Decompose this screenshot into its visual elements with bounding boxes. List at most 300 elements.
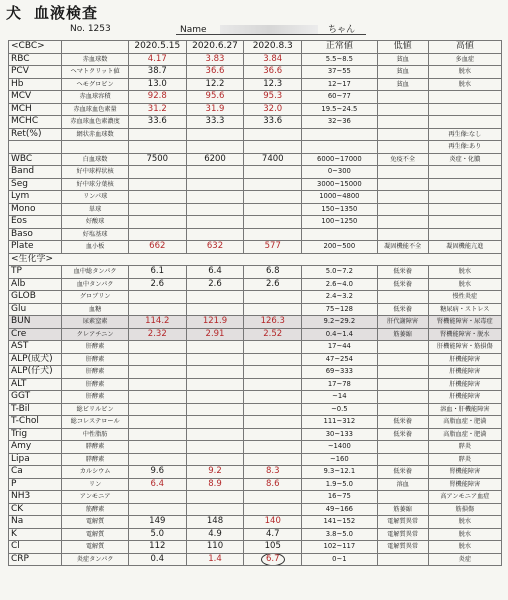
value-date-3 (244, 503, 302, 516)
high-meaning: 炎症 (428, 553, 501, 566)
value-date-2: 6200 (186, 153, 244, 166)
section-cbc: <CBC> (9, 41, 62, 54)
test-code: PCV (9, 66, 62, 79)
test-code: Na (9, 516, 62, 529)
value-date-2: 4.9 (186, 528, 244, 541)
value-date-2: 9.2 (186, 466, 244, 479)
value-date-2: 8.9 (186, 478, 244, 491)
value-date-1: 0.4 (128, 553, 186, 566)
value-date-1 (128, 503, 186, 516)
value-date-3: 2.52 (244, 328, 302, 341)
test-name-jp: 膵酵素 (62, 453, 129, 466)
normal-range: 2.4~3.2 (302, 291, 378, 304)
high-meaning: 腎機能障害・脱水 (428, 328, 501, 341)
low-meaning (377, 128, 428, 141)
low-meaning (377, 141, 428, 154)
test-code: Hb (9, 78, 62, 91)
low-meaning: 貧血 (377, 53, 428, 66)
low-meaning (377, 353, 428, 366)
value-date-3: 6.8 (244, 266, 302, 279)
test-name-jp: 炎症タンパク (62, 553, 129, 566)
value-date-3 (244, 341, 302, 354)
value-date-1 (128, 191, 186, 204)
value-date-1: 5.0 (128, 528, 186, 541)
low-meaning (377, 166, 428, 179)
value-date-3: 3.84 (244, 53, 302, 66)
high-meaning: 筋損傷 (428, 503, 501, 516)
table-row (9, 116, 502, 129)
test-name-jp: 総コレステロール (62, 416, 129, 429)
test-name-jp: 総ビリルビン (62, 403, 129, 416)
value-date-2 (186, 203, 244, 216)
normal-range (302, 128, 378, 141)
value-date-3: 36.6 (244, 66, 302, 79)
table-row (9, 478, 502, 491)
value-date-2 (186, 191, 244, 204)
normal-range: 37~55 (302, 66, 378, 79)
value-date-1 (128, 228, 186, 241)
table-row (9, 291, 502, 304)
no-value: 1253 (87, 24, 111, 34)
normal-range (302, 228, 378, 241)
test-code: Ca (9, 466, 62, 479)
value-date-3: 32.0 (244, 103, 302, 116)
test-code: Cl (9, 541, 62, 554)
high-meaning: 再生像:あり (428, 141, 501, 154)
value-date-1 (128, 303, 186, 316)
value-date-2 (186, 303, 244, 316)
low-meaning: 凝固機能不全 (377, 241, 428, 254)
value-date-3 (244, 453, 302, 466)
test-code: Glu (9, 303, 62, 316)
value-date-2: 2.91 (186, 328, 244, 341)
high-meaning (428, 116, 501, 129)
value-date-2 (186, 378, 244, 391)
table-row (9, 53, 502, 66)
value-date-1: 662 (128, 241, 186, 254)
low-meaning (377, 291, 428, 304)
value-date-3 (244, 178, 302, 191)
section-biochem: <生化学> (9, 253, 502, 266)
value-date-1: 114.2 (128, 316, 186, 329)
value-date-1: 4.17 (128, 53, 186, 66)
species-label: 犬 (6, 4, 23, 22)
normal-range: 75~128 (302, 303, 378, 316)
test-name-jp: 好塩基球 (62, 228, 129, 241)
table-row (9, 378, 502, 391)
test-name-jp: 電解質 (62, 528, 129, 541)
high-meaning: 炎症・化膿 (428, 153, 501, 166)
table-row (9, 128, 502, 141)
value-date-3: 140 (244, 516, 302, 529)
value-date-3 (244, 203, 302, 216)
test-code: RBC (9, 53, 62, 66)
test-name-jp: 血糖 (62, 303, 129, 316)
high-meaning: 慢性炎症 (428, 291, 501, 304)
value-date-3: 2.6 (244, 278, 302, 291)
value-date-2 (186, 441, 244, 454)
test-code: Cre (9, 328, 62, 341)
low-meaning (377, 178, 428, 191)
test-code: T-Bil (9, 403, 62, 416)
value-date-1 (128, 416, 186, 429)
value-date-1: 149 (128, 516, 186, 529)
high-meaning: 肝機能障害・筋損傷 (428, 341, 501, 354)
value-date-3 (244, 403, 302, 416)
normal-range (302, 141, 378, 154)
value-date-2 (186, 166, 244, 179)
date-col-2: 2020.6.27 (186, 41, 244, 54)
value-date-2: 2.6 (186, 278, 244, 291)
value-date-3: 7400 (244, 153, 302, 166)
test-code: Alb (9, 278, 62, 291)
test-code: Mono (9, 203, 62, 216)
low-meaning: 貧血 (377, 66, 428, 79)
test-name-jp: 筋酵素 (62, 503, 129, 516)
value-date-1 (128, 203, 186, 216)
normal-range: 1.9~5.0 (302, 478, 378, 491)
value-date-2 (186, 391, 244, 404)
low-meaning: 低栄養 (377, 303, 428, 316)
value-date-3 (244, 491, 302, 504)
value-date-3: 4.7 (244, 528, 302, 541)
test-code: TP (9, 266, 62, 279)
test-code: WBC (9, 153, 62, 166)
low-meaning: 電解質異常 (377, 541, 428, 554)
test-name-jp (62, 141, 129, 154)
high-meaning: 腎機能障害 (428, 466, 501, 479)
table-row (9, 528, 502, 541)
value-date-2 (186, 128, 244, 141)
table-row (9, 228, 502, 241)
test-code: AST (9, 341, 62, 354)
value-date-3 (244, 416, 302, 429)
table-row (9, 466, 502, 479)
high-meaning: 高脂血症・肥満 (428, 416, 501, 429)
value-date-1: 6.1 (128, 266, 186, 279)
test-name-jp: 血小板 (62, 241, 129, 254)
low-meaning: 低栄養 (377, 266, 428, 279)
value-date-1 (128, 141, 186, 154)
table-row (9, 266, 502, 279)
table-row (9, 516, 502, 529)
test-name-jp: 網状赤血球数 (62, 128, 129, 141)
low-meaning: 低栄養 (377, 416, 428, 429)
test-name-jp: 肝酵素 (62, 378, 129, 391)
normal-range: 5.0~7.2 (302, 266, 378, 279)
table-row (9, 316, 502, 329)
low-meaning: 電解質異常 (377, 528, 428, 541)
value-date-2 (186, 141, 244, 154)
table-row (9, 178, 502, 191)
normal-range: ~0.5 (302, 403, 378, 416)
high-meaning: 腎機能障害 (428, 478, 501, 491)
test-name-jp: 白血球数 (62, 153, 129, 166)
value-date-3: 12.3 (244, 78, 302, 91)
test-name-jp: 電解質 (62, 541, 129, 554)
value-date-1 (128, 366, 186, 379)
value-date-1 (128, 178, 186, 191)
test-code: Ret(%) (9, 128, 62, 141)
normal-range: 0.4~1.4 (302, 328, 378, 341)
table-row (9, 503, 502, 516)
test-name-jp: クレアチニン (62, 328, 129, 341)
high-meaning: 再生像:なし (428, 128, 501, 141)
value-date-3 (244, 128, 302, 141)
table-row (9, 241, 502, 254)
value-date-2 (186, 491, 244, 504)
value-date-1: 7500 (128, 153, 186, 166)
value-date-2 (186, 453, 244, 466)
low-meaning: 電解質異常 (377, 516, 428, 529)
low-meaning: 肝代謝障害 (377, 316, 428, 329)
high-meaning: 脱水 (428, 78, 501, 91)
value-date-3 (244, 378, 302, 391)
test-code: Amy (9, 441, 62, 454)
high-meaning: 糖尿病・ストレス (428, 303, 501, 316)
value-date-3 (244, 428, 302, 441)
low-meaning (377, 441, 428, 454)
normal-range: 6000~17000 (302, 153, 378, 166)
table-row (9, 278, 502, 291)
low-meaning (377, 91, 428, 104)
test-name-jp: 好酸球 (62, 216, 129, 229)
value-date-1 (128, 128, 186, 141)
test-code: CRP (9, 553, 62, 566)
value-date-2 (186, 216, 244, 229)
value-date-3 (244, 191, 302, 204)
value-date-1: 9.6 (128, 466, 186, 479)
normal-range: 1000~4800 (302, 191, 378, 204)
test-name-jp: 血中タンパク (62, 278, 129, 291)
high-col: 高値 (428, 41, 501, 54)
low-meaning: 低栄養 (377, 278, 428, 291)
value-date-2: 632 (186, 241, 244, 254)
value-date-1: 6.4 (128, 478, 186, 491)
test-name-jp: 赤血球容積 (62, 91, 129, 104)
table-row (9, 366, 502, 379)
low-meaning (377, 103, 428, 116)
table-row (9, 103, 502, 116)
value-date-1 (128, 441, 186, 454)
value-date-3 (244, 353, 302, 366)
high-meaning (428, 91, 501, 104)
record-number (70, 24, 111, 34)
test-code: P (9, 478, 62, 491)
test-name-label: 血液検査 (34, 4, 99, 22)
high-meaning: 高脂血症・肥満 (428, 428, 501, 441)
test-name-jp: カルシウム (62, 466, 129, 479)
low-meaning: 免疫不全 (377, 153, 428, 166)
name-suffix: ちゃん (328, 25, 356, 35)
value-date-1 (128, 353, 186, 366)
table-row (9, 416, 502, 429)
normal-range: 9.2~29.2 (302, 316, 378, 329)
name-label: Name (180, 25, 207, 35)
test-name-jp: 膵酵素 (62, 441, 129, 454)
normal-range: 17~78 (302, 378, 378, 391)
value-date-2: 1.4 (186, 553, 244, 566)
low-meaning (377, 378, 428, 391)
low-meaning: 筋萎縮 (377, 503, 428, 516)
value-date-1: 112 (128, 541, 186, 554)
normal-range: 69~333 (302, 366, 378, 379)
table-row (9, 541, 502, 554)
table-row (9, 303, 502, 316)
low-meaning: 筋萎縮 (377, 328, 428, 341)
low-meaning: 溶血 (377, 478, 428, 491)
table-row (9, 341, 502, 354)
test-code: ALP(仔犬) (9, 366, 62, 379)
high-meaning: 膵炎 (428, 453, 501, 466)
test-name-jp: ヘモグロビン (62, 78, 129, 91)
test-code: T-Chol (9, 416, 62, 429)
low-meaning (377, 453, 428, 466)
value-date-3: 8.6 (244, 478, 302, 491)
value-date-3: 126.3 (244, 316, 302, 329)
value-date-2 (186, 366, 244, 379)
test-name-jp: 肝酵素 (62, 353, 129, 366)
normal-range: 0~1 (302, 553, 378, 566)
normal-range: 17~44 (302, 341, 378, 354)
value-date-2: 12.2 (186, 78, 244, 91)
table-row (9, 78, 502, 91)
value-date-3 (244, 441, 302, 454)
low-meaning: 貧血 (377, 78, 428, 91)
test-code: Baso (9, 228, 62, 241)
value-date-2: 31.9 (186, 103, 244, 116)
normal-range: 2.6~4.0 (302, 278, 378, 291)
high-meaning: 肝機能障害 (428, 366, 501, 379)
high-meaning: 脱水 (428, 266, 501, 279)
test-code: Trig (9, 428, 62, 441)
test-name-jp: グロブリン (62, 291, 129, 304)
test-code: GGT (9, 391, 62, 404)
value-date-2: 95.6 (186, 91, 244, 104)
normal-range: ~1400 (302, 441, 378, 454)
low-meaning: 低栄養 (377, 466, 428, 479)
normal-range: 30~133 (302, 428, 378, 441)
value-date-1: 92.8 (128, 91, 186, 104)
low-meaning (377, 203, 428, 216)
value-date-3: 577 (244, 241, 302, 254)
normal-range: 102~117 (302, 541, 378, 554)
test-code: Lym (9, 191, 62, 204)
test-name-jp: 赤血球血色素濃度 (62, 116, 129, 129)
table-row (9, 403, 502, 416)
table-row (9, 441, 502, 454)
value-date-2: 121.9 (186, 316, 244, 329)
value-date-3 (244, 366, 302, 379)
header-row (9, 41, 502, 54)
high-meaning (428, 103, 501, 116)
table-row (9, 91, 502, 104)
high-meaning: 脱水 (428, 541, 501, 554)
value-date-2 (186, 178, 244, 191)
results-table (8, 40, 502, 566)
normal-range: ~160 (302, 453, 378, 466)
value-date-2 (186, 416, 244, 429)
value-date-1: 31.2 (128, 103, 186, 116)
test-code: Seg (9, 178, 62, 191)
high-meaning: 脱水 (428, 66, 501, 79)
normal-range: 16~75 (302, 491, 378, 504)
table-row (9, 491, 502, 504)
normal-range: 12~17 (302, 78, 378, 91)
table-row (9, 391, 502, 404)
section-row (9, 253, 502, 266)
test-name-jp: 電解質 (62, 516, 129, 529)
test-name-jp: 赤血球数 (62, 53, 129, 66)
test-name-jp: 肝酵素 (62, 341, 129, 354)
high-meaning: 肝機能障害 (428, 391, 501, 404)
no-label: No. (70, 24, 85, 34)
table-row (9, 66, 502, 79)
normal-range: 150~1350 (302, 203, 378, 216)
normal-range: 111~312 (302, 416, 378, 429)
normal-range: 19.5~24.5 (302, 103, 378, 116)
name-underline (176, 34, 366, 35)
value-date-3: 33.6 (244, 116, 302, 129)
value-date-1 (128, 403, 186, 416)
value-date-2 (186, 228, 244, 241)
value-date-3 (244, 216, 302, 229)
normal-col: 正常値 (302, 41, 378, 54)
value-date-1: 33.6 (128, 116, 186, 129)
value-date-2 (186, 503, 244, 516)
low-meaning (377, 391, 428, 404)
test-code: CK (9, 503, 62, 516)
normal-range: 5.5~8.5 (302, 53, 378, 66)
test-name-jp: 血中総タンパク (62, 266, 129, 279)
value-date-3: 105 (244, 541, 302, 554)
low-meaning: 低栄養 (377, 428, 428, 441)
value-date-1 (128, 291, 186, 304)
high-meaning: 膵炎 (428, 441, 501, 454)
test-code: NH3 (9, 491, 62, 504)
test-name-jp: ヘマトクリット値 (62, 66, 129, 79)
value-date-2: 3.83 (186, 53, 244, 66)
test-code: GLOB (9, 291, 62, 304)
value-date-1 (128, 491, 186, 504)
value-date-2: 6.4 (186, 266, 244, 279)
value-date-1 (128, 453, 186, 466)
value-date-2: 148 (186, 516, 244, 529)
normal-range: 3000~15000 (302, 178, 378, 191)
value-date-3 (244, 553, 302, 566)
date-col-1: 2020.5.15 (128, 41, 186, 54)
normal-range: 60~77 (302, 91, 378, 104)
high-meaning (428, 203, 501, 216)
high-meaning: 脱水 (428, 528, 501, 541)
value-date-1: 2.6 (128, 278, 186, 291)
test-name-jp: 肝酵素 (62, 391, 129, 404)
table-row (9, 216, 502, 229)
value-date-2 (186, 341, 244, 354)
value-date-2 (186, 403, 244, 416)
test-code: MCV (9, 91, 62, 104)
value-date-2 (186, 428, 244, 441)
high-meaning: 腎機能障害・尿毒症 (428, 316, 501, 329)
value-date-1 (128, 216, 186, 229)
table-row (9, 328, 502, 341)
test-code: MCHC (9, 116, 62, 129)
table-row (9, 153, 502, 166)
high-meaning: 肝機能障害 (428, 353, 501, 366)
test-name-jp: 好中球分葉核 (62, 178, 129, 191)
high-meaning (428, 216, 501, 229)
low-meaning (377, 366, 428, 379)
